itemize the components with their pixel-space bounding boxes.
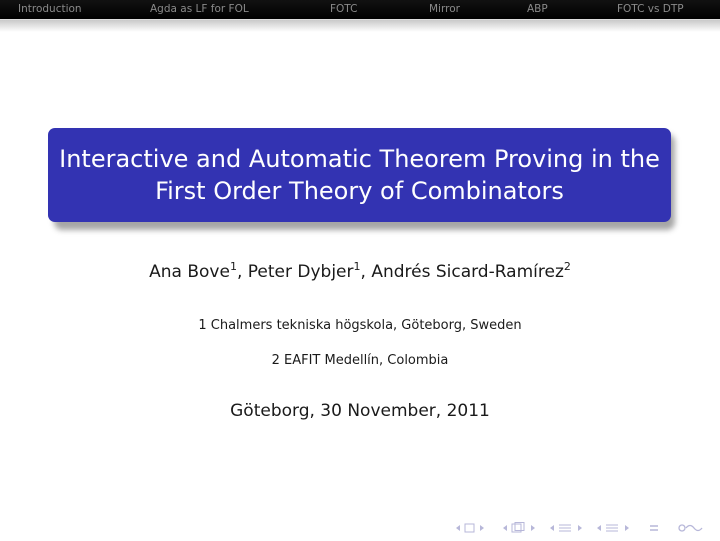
nav-fotc-vs-dtp[interactable]: FOTC vs DTP xyxy=(617,3,684,15)
author-affiliation: 1 xyxy=(229,260,237,273)
navbar-shadow xyxy=(0,20,720,32)
nav-introduction[interactable]: Introduction xyxy=(18,3,82,15)
presentation-date: Göteborg, 30 November, 2011 xyxy=(230,401,490,421)
nav-mirror[interactable]: Mirror xyxy=(429,3,460,15)
title-line-2: First Order Theory of Combinators xyxy=(155,177,564,205)
nav-agda-as-lf-for-fol[interactable]: Agda as LF for FOL xyxy=(150,3,249,15)
nav-abp[interactable]: ABP xyxy=(527,3,548,15)
section-nav-icon[interactable] xyxy=(595,522,631,534)
align-icon[interactable] xyxy=(649,522,659,534)
author-separator: , xyxy=(360,262,372,282)
author-affiliation: 1 xyxy=(353,260,361,273)
title-box xyxy=(48,128,671,222)
title-line-1: Interactive and Automatic Theorem Proving in the xyxy=(59,145,660,173)
subsection-nav-icon[interactable] xyxy=(548,522,584,534)
section-navbar xyxy=(0,0,720,20)
slide-nav-icon[interactable] xyxy=(454,522,486,534)
author-name: Peter Dybjer xyxy=(247,262,354,282)
institution-1: 1 Chalmers tekniska högskola, Göteborg, Sweden xyxy=(198,318,522,333)
author-name: Ana Bove xyxy=(149,262,230,282)
institution-2: 2 EAFIT Medellín, Colombia xyxy=(271,353,449,368)
search-icon[interactable] xyxy=(677,522,703,534)
nav-fotc[interactable]: FOTC xyxy=(330,3,358,15)
authors-line xyxy=(0,262,720,282)
author-affiliation: 2 xyxy=(563,260,571,273)
frame-nav-icon[interactable] xyxy=(501,522,537,534)
author-name: Andrés Sicard-Ramírez xyxy=(371,262,564,282)
author-separator: , xyxy=(236,262,248,282)
